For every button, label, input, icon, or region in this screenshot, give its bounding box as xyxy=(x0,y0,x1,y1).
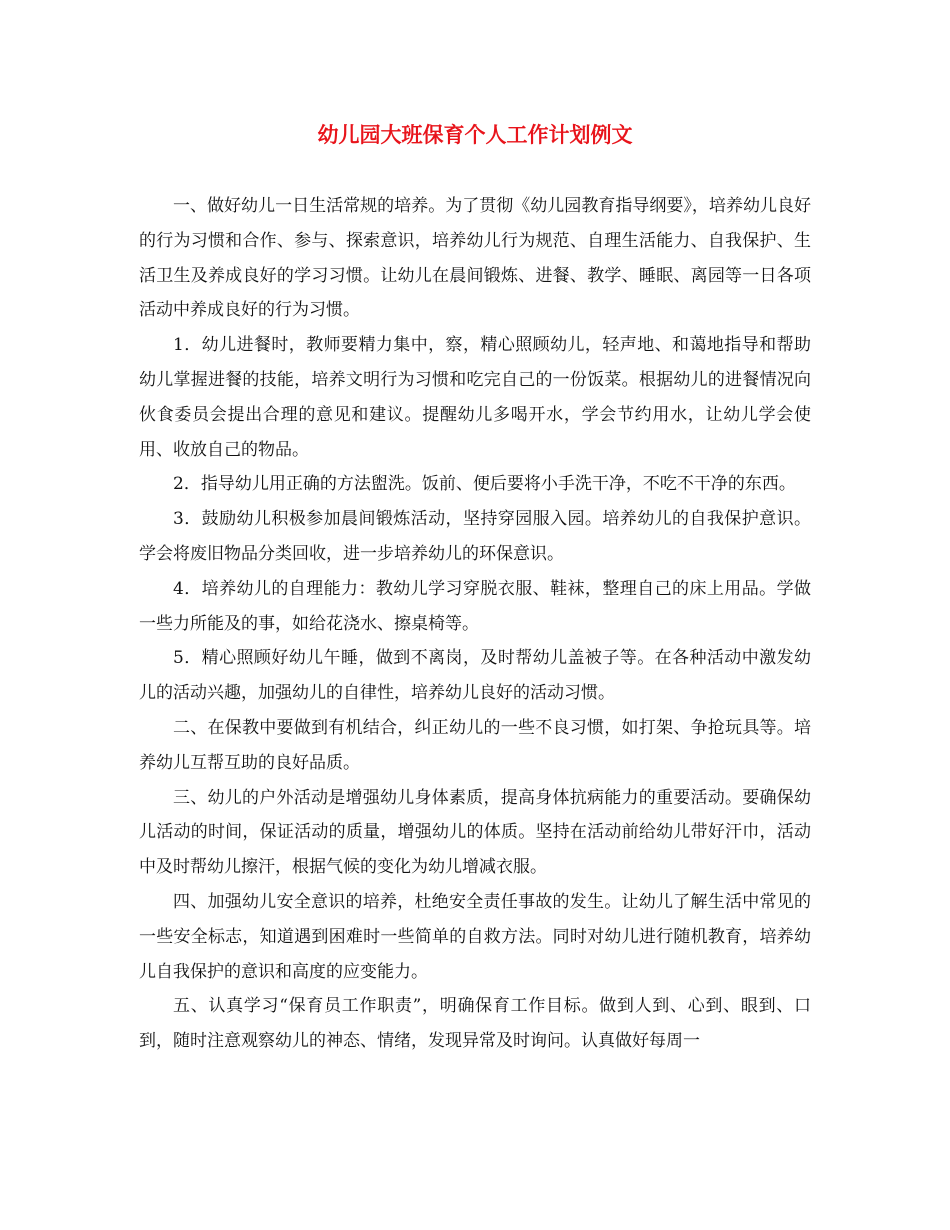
paragraph-4: 3．鼓励幼儿积极参加晨间锻炼活动，坚持穿园服入园。培养幼儿的自我保护意识。学会将废旧物品分类回收，进一步培养幼儿的环保意识。 xyxy=(139,509,811,564)
paragraph-2: 1．幼儿进餐时，教师要精力集中，察，精心照顾幼儿，轻声地、和蔼地指导和帮助幼儿掌握进餐的技能，培养文明行为习惯和吃完自己的一份饭菜。根据幼儿的进餐情况向伙食委员会提出合理的意见和建议。提醒幼儿多喝开水，学会节约用水，让幼儿学会使用、收放自己的物品。 xyxy=(139,335,811,460)
paragraph-7: 二、在保教中要做到有机结合，纠正幼儿的一些不良习惯，如打架、争抢玩具等。培养幼儿互帮互助的良好品质。 xyxy=(139,717,811,773)
paragraph-10: 五、认真学习“保育员工作职责”，明确保育工作目标。做到人到、心到、眼到、口到，随时注意观察幼儿的神态、情绪，发现异常及时询问。认真做好每周一 xyxy=(139,996,811,1052)
paragraph-1: 一、做好幼儿一日生活常规的培养。为了贯彻《幼儿园教育指导纲要》，培养幼儿良好的行为习惯和合作、参与、探索意识，培养幼儿行为规范、自理生活能力、自我保护、生活卫生及养成良好的学习习惯。让幼儿在晨间锻炼、进餐、教学、睡眠、离园等一日各项活动中养成良好的行为习惯。 xyxy=(139,196,811,321)
paragraph-5: 4．培养幼儿的自理能力：教幼儿学习穿脱衣服、鞋袜，整理自己的床上用品。学做一些力所能及的事，如给花浇水、擦桌椅等。 xyxy=(139,578,811,634)
paragraph-8: 三、幼儿的户外活动是增强幼儿身体素质，提高身体抗病能力的重要活动。要确保幼儿活动的时间，保证活动的质量，增强幼儿的体质。坚持在活动前给幼儿带好汗巾，活动中及时帮幼儿擦汗，根据气候的变化为幼儿增减衣服。 xyxy=(139,787,811,878)
paragraph-3: 2．指导幼儿用正确的方法盥洗。饭前、便后要将小手洗干净，不吃不干净的东西。 xyxy=(173,474,796,495)
paragraph-9: 四、加强幼儿安全意识的培养，杜绝安全责任事故的发生。让幼儿了解生活中常见的一些安全标志，知道遇到困难时一些简单的自救方法。同时对幼儿进行随机教育，培养幼儿自我保护的意识和高度的应变能力。 xyxy=(139,891,811,982)
paragraph-6: 5．精心照顾好幼儿午睡，做到不离岗，及时帮幼儿盖被子等。在各种活动中激发幼儿的活动兴趣，加强幼儿的自律性，培养幼儿良好的活动习惯。 xyxy=(139,648,811,704)
document-title: 幼儿园大班保育个人工作计划例文 xyxy=(317,122,633,147)
document-body xyxy=(139,189,811,1059)
